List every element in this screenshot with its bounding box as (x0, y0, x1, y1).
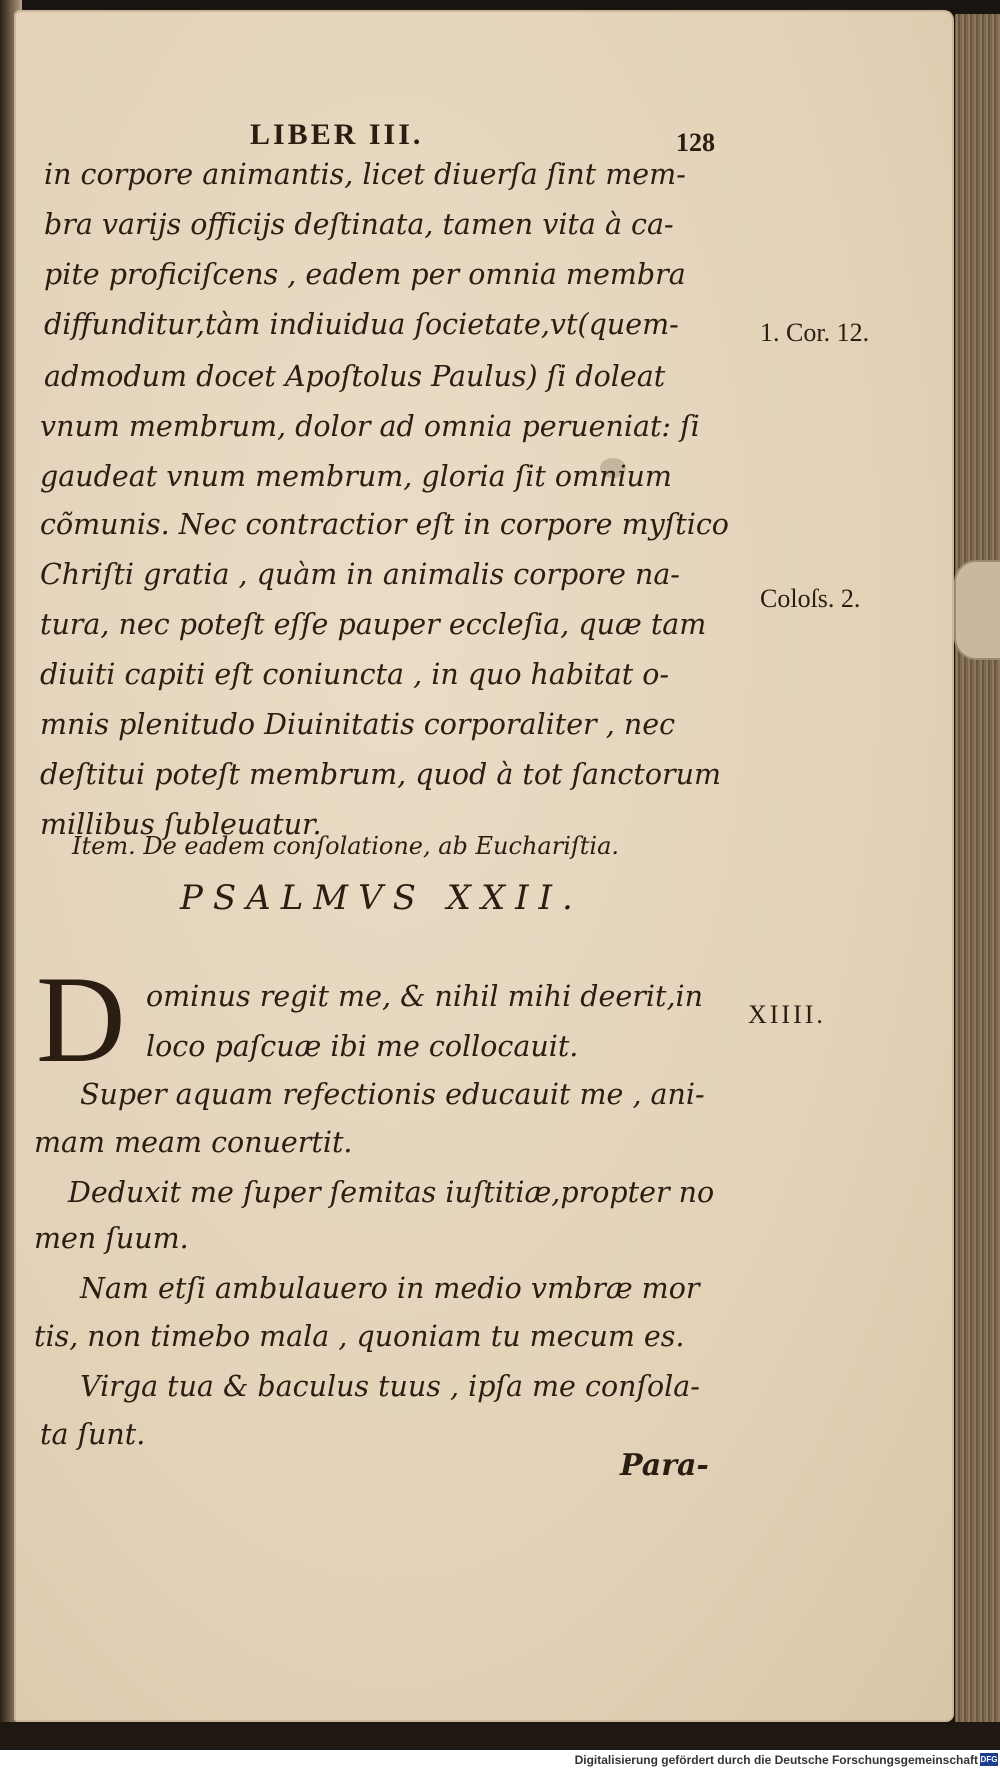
margin-note-cor: 1. Cor. 12. (760, 318, 870, 347)
drop-capital: D (36, 951, 126, 1088)
running-head: LIBER III. (250, 118, 424, 151)
bookmark-tab (954, 560, 1000, 660)
psalm-verse-line: loco paſcuæ ibi me collocauit. (146, 1030, 579, 1063)
psalm-verse-line: Nam etſi ambulauero in medio vmbræ mor (80, 1272, 700, 1305)
body-line: in corpore animantis, licet diuerſa ſint mem- (44, 158, 686, 191)
section-subheading: Item. De eadem conſolatione, ab Euchariſtia. (72, 832, 620, 860)
body-line: pite proficiſcens , eadem per omnia membra (44, 258, 686, 291)
psalm-verse-line: mam meam conuertit. (34, 1126, 353, 1159)
dfg-logo: DFG (980, 1755, 998, 1764)
body-line: cõmunis. Nec contractior eſt in corpore myſtico (40, 508, 729, 541)
body-line: tura, nec poteſt eſſe pauper eccleſia, quæ tam (40, 608, 707, 641)
psalm-verse-line: ta ſunt. (40, 1418, 146, 1451)
body-line: bra varijs officijs deſtinata, tamen vita à ca- (44, 208, 674, 241)
psalm-verse-line: Deduxit me ſuper ſemitas iuſtitiæ,propter no (68, 1176, 715, 1209)
body-line: mnis plenitudo Diuinitatis corporaliter , nec (40, 708, 676, 741)
body-line: deſtitui poteſt membrum, quod à tot ſanctorum (40, 758, 721, 791)
psalm-verse-line: Virga tua & baculus tuus , ipſa me conſola- (80, 1370, 700, 1403)
footer-bar (0, 1750, 1000, 1770)
body-line: admodum docet Apoſtolus Paulus) ſi doleat (44, 360, 666, 393)
margin-note-coloss: Coloſs. 2. (760, 584, 861, 613)
catchword: Para- (620, 1448, 709, 1483)
psalm-verse-line: ominus regit me, & nihil mihi deerit,in (146, 980, 703, 1013)
scan-bottom-edge (0, 1722, 1000, 1750)
body-line: Chriſti gratia , quàm in animalis corpore na- (40, 558, 680, 591)
psalm-verse-line: Super aquam refectionis educauit me , ani- (80, 1078, 705, 1111)
margin-note-psalm-number: XIIII. (748, 1000, 826, 1029)
body-line: diffunditur,tàm indiuidua ſocietate,vt(quem- (44, 308, 679, 341)
page-fore-edge (955, 14, 1000, 1729)
digitization-credit: Digitalisierung gefördert durch die Deutsche Forschungsgemeinschaft (574, 1753, 978, 1767)
psalm-title: PSALMVS XXII. (180, 878, 583, 918)
body-line: diuiti capiti eſt coniuncta , in quo habitat o- (40, 658, 670, 691)
body-line: millibus ſubleuatur. (40, 808, 322, 841)
body-line: gaudeat vnum membrum, gloria ſit omnium (40, 460, 672, 493)
psalm-verse-line: tis, non timebo mala , quoniam tu mecum es. (34, 1320, 685, 1353)
psalm-verse-line: men ſuum. (34, 1222, 189, 1255)
body-line: vnum membrum, dolor ad omnia perueniat: ſi (40, 410, 700, 443)
page-number: 128 (676, 128, 715, 157)
